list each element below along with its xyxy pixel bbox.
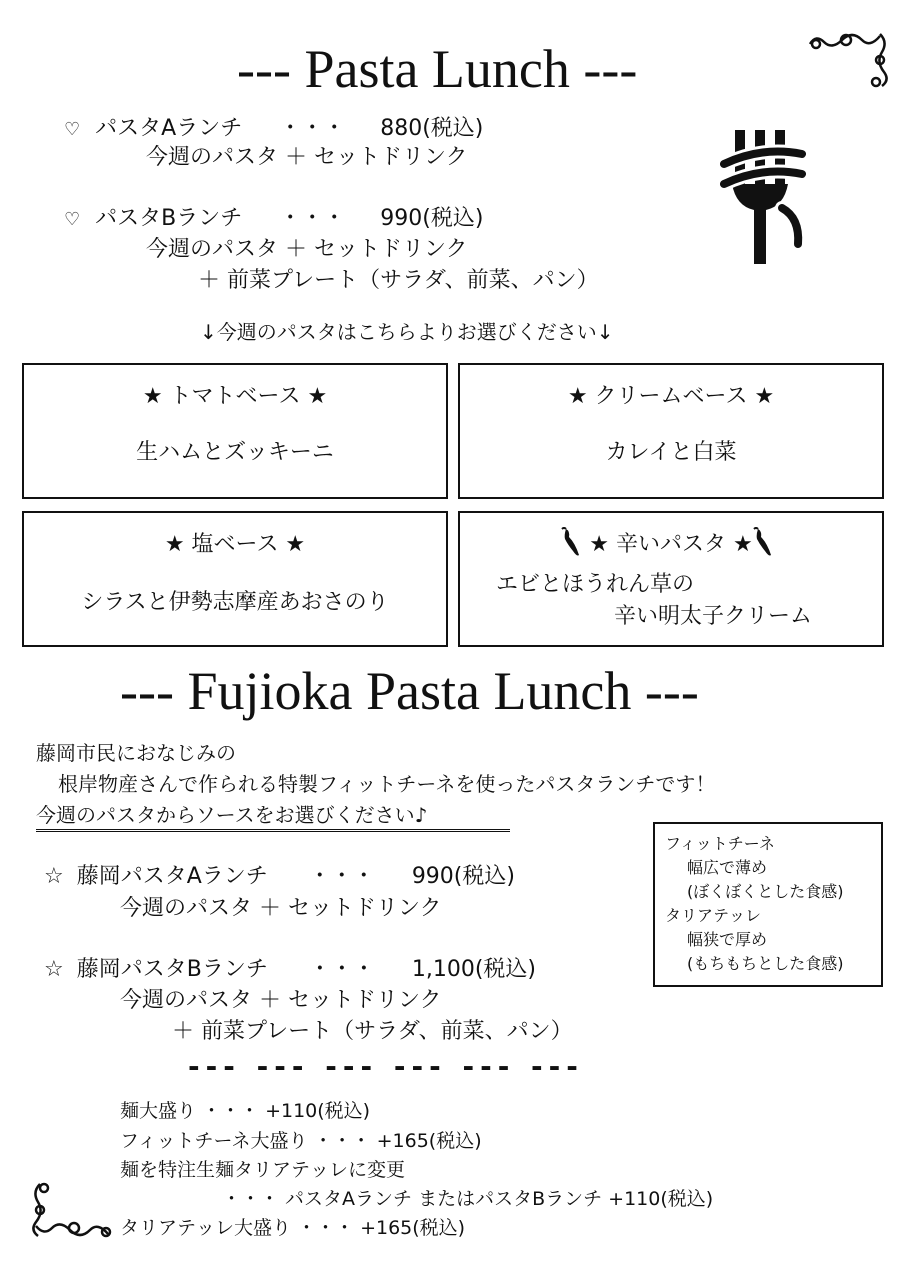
box-body: カレイと白菜 (605, 440, 737, 465)
choose-note: ↓今週のパスタはこちらよりお選びください↓ (200, 320, 614, 344)
noodle-note-box (653, 822, 883, 987)
box-body: 生ハムとズッキーニ (136, 440, 334, 465)
box-body (496, 569, 812, 633)
item-price: 990(税込) (411, 864, 515, 889)
item-dots: ・・・ (279, 206, 346, 231)
note-line5: 幅狭で厚め (687, 930, 768, 949)
section1-title: --- Pasta Lunch --- (237, 39, 638, 99)
pasta-box-cream (458, 363, 884, 499)
item-price: 990(税込) (380, 206, 484, 231)
item-dots: ・・・ (308, 957, 375, 982)
heart-icon: ♡ (64, 119, 81, 140)
box-body-line2: 辛い明太子クリーム (614, 603, 813, 629)
box-heading: ★ 辛いパスタ ★ (589, 532, 753, 557)
note-line2: 幅広で薄め (687, 858, 768, 877)
item-name: 藤岡パスタAランチ (76, 864, 268, 889)
option-tagliatelle-change-price: ・・・ パスタAランチ またはパスタBランチ +110(税込) (222, 1188, 714, 1210)
intro-line3: 今週のパスタからソースをお選びください♪ (36, 803, 510, 832)
item-name: 藤岡パスタBランチ (76, 957, 268, 982)
option-fettuccine-large: フィットチーネ大盛り ・・・ +165(税込) (120, 1130, 482, 1152)
pasta-box-salt (22, 511, 448, 647)
item-price: 1,100(税込) (411, 957, 536, 982)
fujioka-item-b-desc: 今週のパスタ ＋ セットドリンク (120, 988, 442, 1013)
item-name: パスタBランチ (95, 206, 243, 231)
fujioka-item-a (44, 864, 515, 890)
option-tagliatelle-change: 麺を特注生麺タリアテッレに変更 (120, 1159, 406, 1181)
dashed-divider: --- --- --- --- --- --- (188, 1050, 584, 1083)
star-outline-icon: ☆ (44, 864, 64, 889)
item-name: パスタAランチ (95, 116, 243, 141)
intro-line1: 藤岡市民におなじみの (36, 741, 236, 765)
section2-title: --- Fujioka Pasta Lunch --- (120, 661, 699, 721)
box-body-line1: エビとほうれん草の (496, 572, 695, 597)
option-tagliatelle-large: タリアテッレ大盛り ・・・ +165(税込) (120, 1217, 466, 1239)
fujioka-item-b-desc2: ＋ 前菜プレート（サラダ、前菜、パン） (172, 1019, 573, 1044)
box-heading: ★ トマトベース ★ (142, 384, 328, 409)
ornament-icon (806, 30, 890, 90)
note-line4: タリアテッレ (665, 906, 762, 925)
item-price: 880(税込) (380, 116, 484, 141)
item-dots: ・・・ (308, 864, 375, 889)
option-extra-noodle: 麺大盛り ・・・ +110(税込) (120, 1100, 371, 1122)
box-heading: ★ クリームベース ★ (567, 384, 775, 409)
item-dots: ・・・ (279, 116, 346, 141)
fujioka-item-b (44, 957, 536, 983)
intro-line2: 根岸物産さんで作られる特製フィットチーネを使ったパスタランチです！ (58, 772, 716, 796)
pasta-box-tomato (22, 363, 448, 499)
chili-pepper-icon (752, 527, 778, 557)
chili-pepper-icon (560, 527, 586, 557)
pasta-box-spicy (458, 511, 884, 647)
heart-icon: ♡ (64, 209, 81, 230)
note-line1: フィットチーネ (665, 834, 775, 853)
fork-pasta-icon (720, 128, 810, 264)
item-b-desc2: ＋ 前菜プレート（サラダ、前菜、パン） (198, 268, 599, 293)
note-line3: (ぼくぼくとした食感) (687, 882, 844, 901)
item-a-desc: 今週のパスタ ＋ セットドリンク (146, 145, 468, 170)
star-outline-icon: ☆ (44, 957, 64, 982)
ornament-icon (30, 1180, 114, 1240)
note-line6: (もちもちとした食感) (687, 954, 844, 973)
box-heading: ★ 塩ベース ★ (164, 532, 306, 557)
menu-item-b (64, 206, 483, 232)
box-body: シラスと伊勢志摩産あおさのり (81, 590, 389, 615)
fujioka-item-a-desc: 今週のパスタ ＋ セットドリンク (120, 896, 442, 921)
menu-item-a (64, 116, 483, 142)
item-b-desc: 今週のパスタ ＋ セットドリンク (146, 237, 468, 262)
